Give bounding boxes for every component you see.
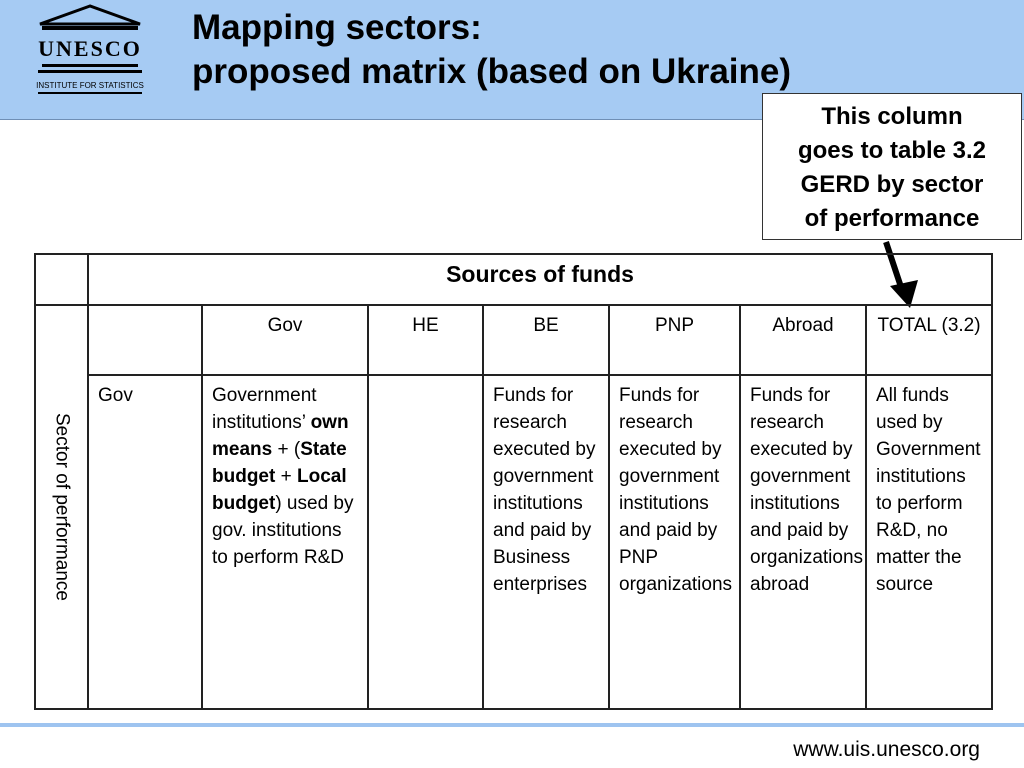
footer-rule [0,723,1024,727]
col-header-abroad: Abroad [740,305,866,375]
cell-gov-total: All funds used by Government institutions to perform R&D, no matter the source [866,375,992,709]
callout-line-1: This column [821,103,963,130]
unesco-logo [34,4,146,100]
callout-line-2: goes to table 3.2 [797,137,987,164]
cell-gov-be: Funds for research executed by government institutions and paid by Business enterprises [483,375,609,709]
sector-of-performance-label: Sector of performance [51,413,72,601]
col-header-gov: Gov [202,305,368,375]
sources-of-funds-header: Sources of funds [88,254,992,305]
row-label-gov: Gov [88,375,202,709]
svg-text:INSTITUTE FOR STATISTICS: INSTITUTE FOR STATISTICS [36,81,144,90]
cell-text: ) used by gov. institutions to perform R&D [212,493,354,568]
col-header-be: BE [483,305,609,375]
cell-bold-text: State budget [212,439,347,487]
cell-gov-gov [202,375,368,709]
corner-cell [35,254,88,305]
cell-bold-text: Local budget [212,466,347,514]
col-header-he: HE [368,305,483,375]
cell-gov-abroad: Funds for research executed by government institutions and paid by organizations abroad [740,375,866,709]
callout-line-4: of performance [804,205,980,232]
row-axis-cell [35,305,88,709]
table-row [35,305,992,375]
cell-gov-pnp: Funds for research executed by government institutions and paid by PNP organizations [609,375,740,709]
sector-matrix-table [34,253,993,710]
cell-text: Government institutions’ [212,385,317,433]
cell-text: + [275,466,297,487]
table-row [35,254,992,305]
col-header-pnp: PNP [609,305,740,375]
blank-header-cell [88,305,202,375]
total-column-callout [762,93,1022,240]
cell-bold-text: own means [212,412,349,460]
col-header-total: TOTAL (3.2) [866,305,992,375]
page-title [192,6,791,94]
title-line-1: Mapping sectors: [192,8,482,47]
callout-line-3: GERD by sector [800,171,984,198]
table-row [35,375,992,709]
footer-url: www.uis.unesco.org [793,738,980,761]
svg-text:UNESCO: UNESCO [38,36,142,61]
cell-gov-he [368,375,483,709]
title-line-2: proposed matrix (based on Ukraine) [192,52,792,91]
cell-text: + ( [272,439,301,460]
